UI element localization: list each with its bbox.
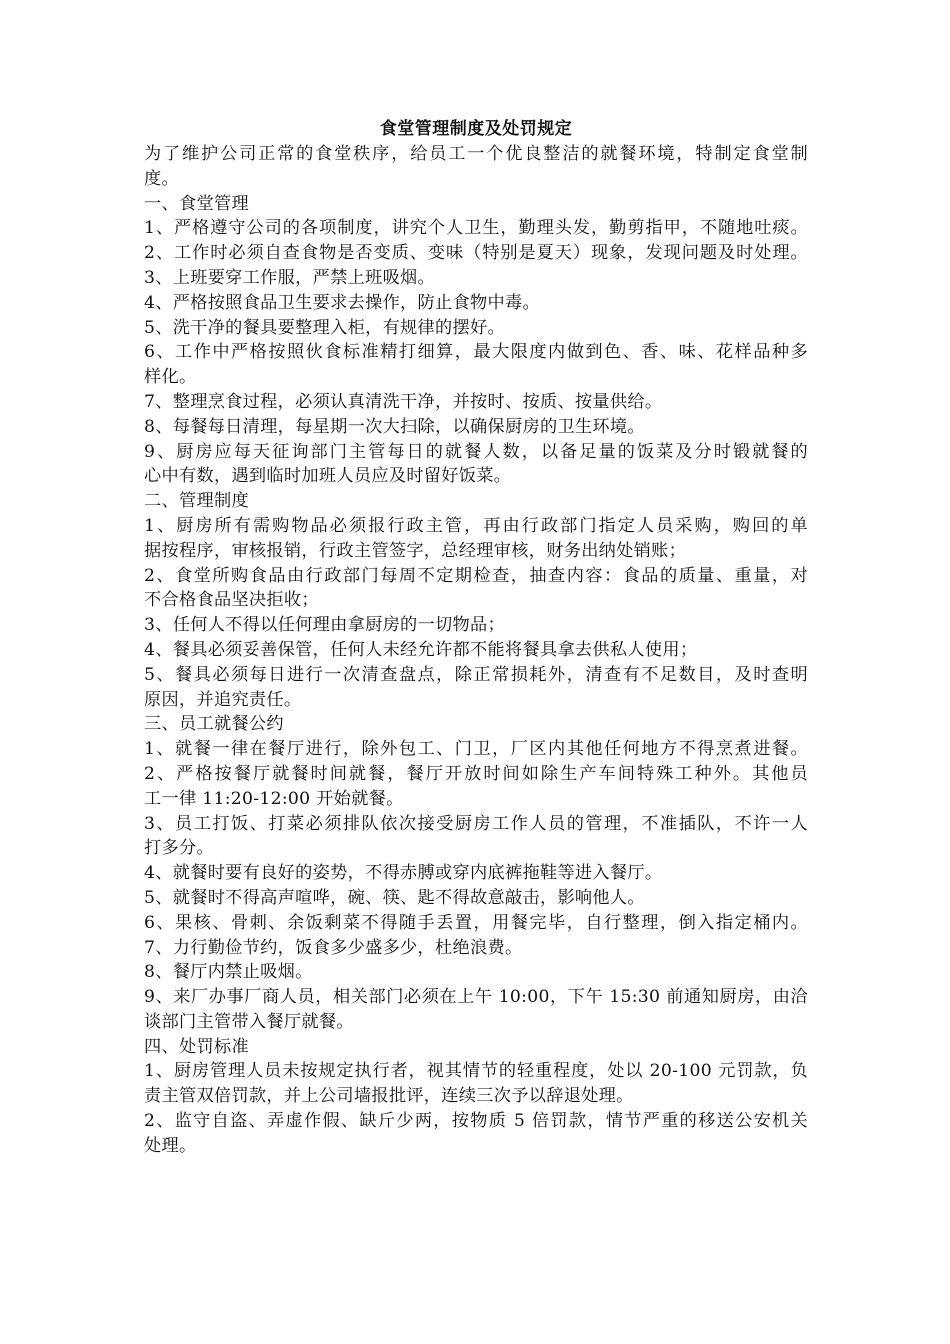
text-line: 5、餐具必须每日进行一次清查盘点，除正常损耗外，清查有不足数目，及时查明 [144,664,808,685]
text-line: 不合格食品坚决拒收； [144,590,319,611]
text-line: 4、餐具必须妥善保管，任何人未经允许都不能将餐具拿去供私人使用； [144,639,698,660]
text-line: 责主管双倍罚款，并上公司墙报批评，连续三次予以辞退处理。 [144,1086,634,1107]
document-body [144,142,808,1159]
text-line: 1、厨房管理人员未按规定执行者，视其情节的轻重程度，处以 20-100 元罚款，负 [144,1061,808,1082]
text-line: 1、就餐一律在餐厅进行，除外包工、门卫，厂区内其他任何地方不得烹煮进餐。 [144,739,808,760]
text-line: 9、厨房应每天征询部门主管每日的就餐人数，以备足量的饭菜及分时锻就餐的 [144,441,808,462]
text-line: 5、就餐时不得高声喧哗，碗、筷、匙不得故意敲击，影响他人。 [144,887,645,908]
text-line: 一、食堂管理 [144,193,249,214]
text-line: 1、厨房所有需购物品必须报行政主管，再由行政部门指定人员采购，购回的单 [144,515,808,536]
text-line: 二、管理制度 [144,491,249,512]
text-line: 5、洗干净的餐具要整理入柜，有规律的摆好。 [144,317,505,338]
text-line: 打多分。 [144,838,214,859]
text-line: 3、上班要穿工作服，严禁上班吸烟。 [144,267,436,288]
text-line: 工一律 11:20-12:00 开始就餐。 [144,788,404,809]
text-line: 2、监守自盗、弄虚作假、缺斤少两，按物质 5 倍罚款，情节严重的移送公安机关 [144,1111,808,1132]
document-title: 食堂管理制度及处罚规定 [379,119,573,139]
text-line: 为了维护公司正常的食堂秩序，给员工一个优良整洁的就餐环境，特制定食堂制 [144,144,808,164]
text-line: 4、就餐时要有良好的姿势，不得赤膊或穿内底裤拖鞋等进入餐厅。 [144,863,663,884]
text-line: 据按程序，审核报销，行政主管签字，总经理审核，财务出纳处销账； [144,540,687,561]
text-line: 3、任何人不得以任何理由拿厨房的一切物品； [144,615,505,636]
text-line: 谈部门主管带入餐厅就餐。 [144,1011,354,1032]
text-line: 3、员工打饭、打菜必须排队依次接受厨房工作人员的管理，不准插队，不许一人 [144,813,808,834]
text-line: 2、严格按餐厅就餐时间就餐，餐厅开放时间如除生产车间特殊工种外。其他员 [144,763,808,784]
text-line: 1、严格遵守公司的各项制度，讲究个人卫生，勤理头发，勤剪指甲，不随地吐痰。 [144,218,808,239]
document-page [144,116,808,1159]
text-line: 三、员工就餐公约 [144,714,284,735]
text-line: 7、整理烹食过程，必须认真清洗干净，并按时、按质、按量供给。 [144,391,663,412]
text-line: 处理。 [144,1135,197,1156]
text-line: 2、工作时必须自查食物是否变质、变味（特别是夏天）现象，发现问题及时处理。 [144,243,808,264]
text-line: 8、餐厅内禁止吸烟。 [144,962,313,983]
text-line: 9、来厂办事厂商人员，相关部门必须在上午 10:00，下午 15:30 前通知厨房，由洽 [144,987,808,1008]
text-line: 样化。 [144,367,197,388]
text-line: 原因，并追究责任。 [144,689,302,710]
text-line: 7、力行勤俭节约，饭食多少盛多少，杜绝浪费。 [144,937,523,958]
text-line: 8、每餐每日清理，每星期一次大扫除，以确保厨房的卫生环境。 [144,416,645,437]
text-line: 心中有数，遇到临时加班人员应及时留好饭菜。 [144,466,512,487]
text-line: 4、严格按照食品卫生要求去操作，防止食物中毒。 [144,292,540,313]
text-line: 四、处罚标准 [144,1036,249,1057]
text-line: 6、果核、骨刺、余饭剩菜不得随手丢置，用餐完毕，自行整理，倒入指定桶内。 [144,912,808,933]
text-line: 2、食堂所购食品由行政部门每周不定期检查，抽查内容：食品的质量、重量，对 [144,565,808,586]
text-line: 6、工作中严格按照伙食标准精打细算，最大限度内做到色、香、味、花样品种多 [144,342,808,363]
text-line: 度。 [144,168,179,189]
